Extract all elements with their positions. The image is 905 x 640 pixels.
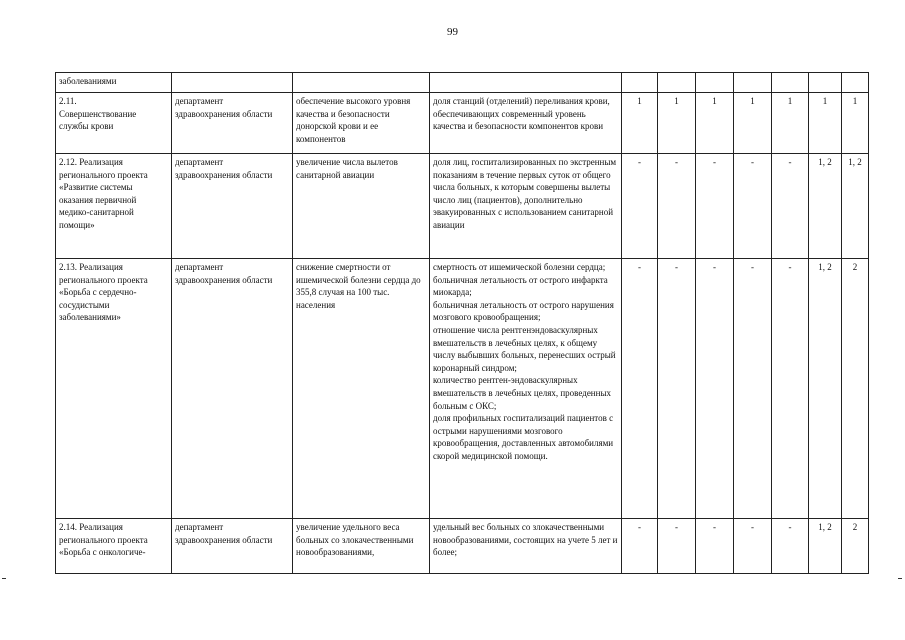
value-cell: 2 (842, 259, 869, 519)
program-cell: 2.13. Реализация регионального проекта «Борьба с сердечно-сосудистыми заболеваниями» (56, 259, 172, 519)
value-cell: 1, 2 (809, 154, 842, 259)
indicator-cell (430, 154, 622, 259)
value-cell: 1 (658, 93, 696, 154)
value-cell: - (658, 154, 696, 259)
value-cell: - (772, 259, 809, 519)
table-row (56, 154, 869, 259)
scan-edge-mark (898, 578, 902, 579)
value-cell: 1, 2 (809, 519, 842, 574)
program-cell: 2.14. Реализация регионального проекта «Борьба с онкологиче- (56, 519, 172, 574)
indicator-cell (430, 259, 622, 519)
scan-edge-mark (2, 578, 6, 579)
indicator-line: больничная летальность от острого нарушения мозгового кровообращения; (433, 299, 614, 323)
value-cell: 1 (696, 93, 734, 154)
executor-cell: департамент здравоохранения области (172, 154, 293, 259)
value-cell: 1 (622, 93, 658, 154)
table-row-continuation (56, 73, 869, 93)
value-cell: - (622, 519, 658, 574)
value-cell: - (734, 259, 772, 519)
value-cell: - (696, 519, 734, 574)
goal-cell: увеличение числа вылетов санитарной авиации (293, 154, 430, 259)
goal-cell: снижение смертности от ишемической болезни сердца до 355,8 случая на 100 тыс. населения (293, 259, 430, 519)
indicator-cell (430, 93, 622, 154)
indicator-line: количество рентген-эндоваскулярных вмешательств в лечебных целях, проведенных больным с ОКС; (433, 375, 611, 411)
value-cell: - (772, 154, 809, 259)
indicator-cell (430, 519, 622, 574)
value-cell: - (622, 259, 658, 519)
value-cell: - (622, 154, 658, 259)
indicator-line: доля станций (отделений) переливания крови, обеспечивающих современный уровень качества и безопасности компонентов крови (433, 96, 610, 132)
value-cell: - (734, 154, 772, 259)
executor-cell: департамент здравоохранения области (172, 519, 293, 574)
indicator-line: доля профильных госпитализаций пациентов с острыми нарушениями мозгового кровообращения, доставленных автомобилями скорой медицинской помощи. (433, 413, 614, 461)
table-row (56, 259, 869, 519)
value-cell: 1 (842, 93, 869, 154)
executor-cell: департамент здравоохранения области (172, 259, 293, 519)
program-cell: 2.11. Совершенствование службы крови (56, 93, 172, 154)
value-cell: 1 (734, 93, 772, 154)
goal-cell: обеспечение высокого уровня качества и безопасности донорской крови и ее компонентов (293, 93, 430, 154)
program-cell: 2.12. Реализация регионального проекта «Развитие системы оказания первичной медико-санитарной помощи» (56, 154, 172, 259)
value-cell: - (772, 519, 809, 574)
value-cell: 2 (842, 519, 869, 574)
indicator-line: смертность от ишемической болезни сердца; (433, 262, 606, 272)
value-cell: - (658, 259, 696, 519)
value-cell: - (696, 259, 734, 519)
table-row (56, 93, 869, 154)
indicator-line: больничная летальность от острого инфаркта миокарда; (433, 274, 608, 298)
value-cell: 1, 2 (809, 259, 842, 519)
value-cell: - (696, 154, 734, 259)
indicator-line: отношение числа рентгенэндоваскулярных вмешательств в лечебных целях, к общему числу выбывших больных, перенесших острый коронарный синдром; (433, 324, 616, 373)
goal-cell: увеличение удельного веса больных со злокачественными новообразованиями, (293, 519, 430, 574)
page-number: 99 (447, 26, 458, 38)
value-cell: - (734, 519, 772, 574)
indicator-line: доля лиц, госпитализированных по экстренным показаниям в течение первых суток от общего числа больных, к которым совершены вылеты число лиц (пациентов), дополнительно эвакуированных с использованием санитарной авиации (433, 157, 617, 230)
value-cell: - (658, 519, 696, 574)
value-cell: 1, 2 (842, 154, 869, 259)
table-row (56, 519, 869, 574)
executor-cell: департамент здравоохранения области (172, 93, 293, 154)
program-table (55, 72, 869, 574)
continuation-text: заболеваниями (56, 73, 172, 93)
value-cell: 1 (772, 93, 809, 154)
indicator-line: удельный вес больных со злокачественными новообразованиями, состоящих на учете 5 лет и более; (433, 522, 618, 558)
value-cell: 1 (809, 93, 842, 154)
